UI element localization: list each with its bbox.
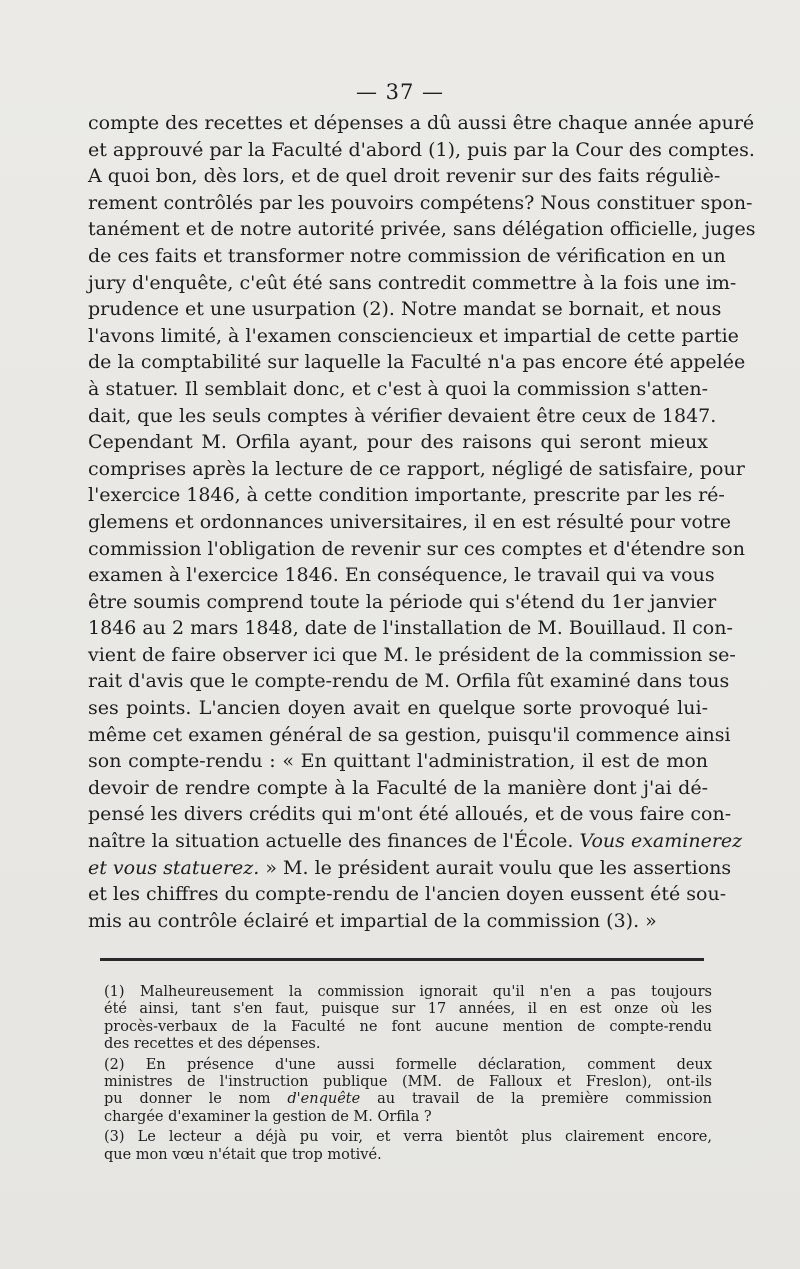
text-line: même cet examen général de sa gestion, puisqu'il commence ainsi (88, 723, 731, 746)
text-line: devoir de rendre compte à la Faculté de la manière dont j'ai dé- (88, 776, 708, 799)
footnote-divider (100, 958, 704, 961)
footnote-line: été ainsi, tant s'en faut, puisque sur 17 années, il en est onze où les (104, 1001, 712, 1018)
text-line: A quoi bon, dès lors, et de quel droit revenir sur des faits réguliè- (88, 165, 721, 188)
text-line: dait, que les seuls comptes à vérifier devaient être ceux de 1847. (88, 404, 717, 427)
text-line: vient de faire observer ici que M. le président de la commission se- (88, 643, 736, 666)
text-segment: » M. le président aurait voulu que les assertions (259, 856, 732, 879)
footnote-line: que mon vœu n'était que trop motivé. (104, 1146, 382, 1163)
text-segment: au travail de la première commission (360, 1091, 712, 1108)
text-line: 1846 au 2 mars 1848, date de l'installation de M. Bouillaud. Il con- (88, 617, 733, 640)
main-text (88, 110, 756, 934)
footnote-line: chargée d'examiner la gestion de M. Orfila ? (104, 1108, 432, 1125)
text-line: examen à l'exercice 1846. En conséquence, le travail qui va vous (88, 564, 715, 587)
text-line: de la comptabilité sur laquelle la Faculté n'a pas encore été appelée (88, 351, 746, 374)
text-line: commission l'obligation de revenir sur ces comptes et d'étendre son (88, 537, 745, 560)
text-line: comprises après la lecture de ce rapport, négligé de satisfaire, pour (88, 457, 745, 480)
text-line: être soumis comprend toute la période qui s'étend du 1er janvier (88, 590, 717, 613)
text-line: pensé les divers crédits qui m'ont été alloués, et de vous faire con- (88, 803, 732, 826)
text-line: rait d'avis que le compte-rendu de M. Orfila fût examiné dans tous (88, 670, 730, 693)
text-line (88, 855, 732, 882)
page-number: — 37 — (355, 80, 445, 104)
text-line: à statuer. Il semblait donc, et c'est à quoi la commission s'atten- (88, 377, 708, 400)
text-line: tanément et de notre autorité privée, sans délégation officielle, juges (88, 218, 756, 241)
footnote-line: des recettes et des dépenses. (104, 1036, 321, 1053)
footnote-line: ministres de l'instruction publique (MM. de Falloux et Freslon), ont-ils (104, 1073, 712, 1090)
text-line: et approuvé par la Faculté d'abord (1), puis par la Cour des comptes. (88, 138, 755, 161)
text-line (88, 828, 743, 855)
footnote-line: (2) En présence d'une aussi formelle déclaration, comment deux (104, 1056, 712, 1073)
footnote-line: (3) Le lecteur a déjà pu voir, et verra bientôt plus clairement encore, (104, 1129, 712, 1146)
text-line: mis au contrôle éclairé et impartial de la commission (3). » (88, 909, 657, 932)
italic-quote: Vous examinerez (579, 830, 743, 853)
footnote-line: (1) Malheureusement la commission ignorait qu'il n'en a pas toujours (104, 984, 712, 1000)
text-line: l'avons limité, à l'examen consciencieux et impartial de cette partie (88, 324, 739, 347)
footnotes (104, 984, 712, 1164)
text-line: Cependant M. Orfila ayant, pour des raisons qui seront mieux (88, 431, 708, 454)
text-segment: naître la situation actuelle des finances de l'École. (88, 830, 574, 853)
text-line: ses points. L'ancien doyen avait en quelque sorte provoqué lui- (88, 697, 708, 720)
text-line: jury d'enquête, c'eût été sans contredit commettre à la fois une im- (88, 271, 737, 294)
text-line: de ces faits et transformer notre commission de vérification en un (88, 244, 726, 267)
text-line: l'exercice 1846, à cette condition importante, prescrite par les ré- (88, 484, 725, 507)
text-line: son compte-rendu : « En quittant l'administration, il est de mon (88, 750, 708, 773)
text-line: compte des recettes et dépenses a dû aussi être chaque année apuré (88, 112, 755, 134)
italic-term: d'enquête (287, 1091, 361, 1108)
footnote-line: procès-verbaux de la Faculté ne font aucune mention de compte-rendu (104, 1018, 712, 1035)
text-segment: pu donner le nom (104, 1091, 288, 1108)
text-line: glemens et ordonnances universitaires, il en est résulté pour votre (88, 510, 731, 533)
text-line: rement contrôlés par les pouvoirs compétens? Nous constituer spon- (88, 191, 753, 214)
footnote-line (104, 1091, 712, 1108)
text-line: et les chiffres du compte-rendu de l'ancien doyen eussent été sou- (88, 883, 727, 906)
italic-quote: et vous statuerez. (88, 856, 260, 879)
text-line: prudence et une usurpation (2). Notre mandat se bornait, et nous (88, 298, 722, 321)
